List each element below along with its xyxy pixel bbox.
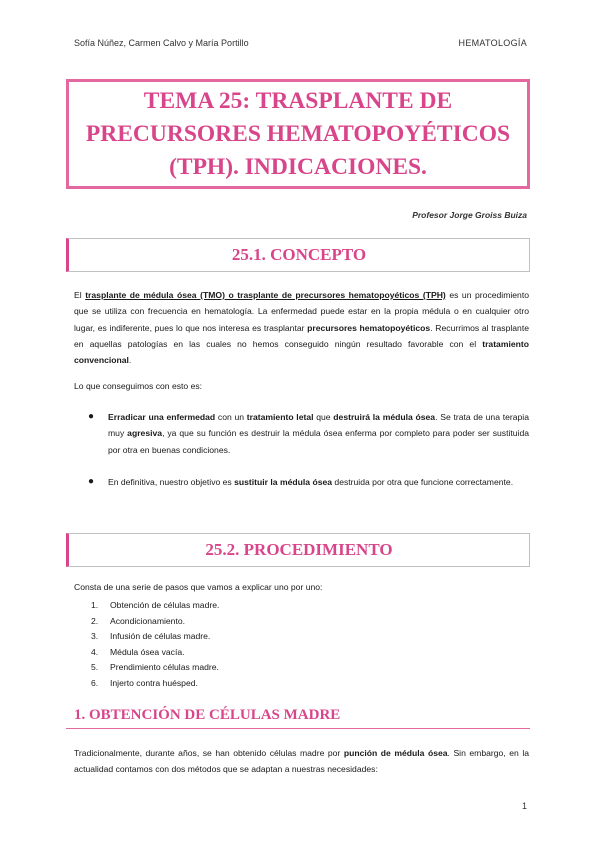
bullet-item-1 (88, 409, 529, 459)
subsection-heading-obtencion: 1. OBTENCIÓN DE CÉLULAS MADRE (74, 707, 341, 723)
page-number: 1 (521, 801, 527, 811)
bold-term-precursores: precursores hematopoyéticos (307, 322, 431, 333)
step-label: Obtención de células madre. (110, 600, 220, 610)
text-run: Tradicionalmente, durante años, se han obtenido células madre por (74, 748, 344, 758)
title-line-3: (TPH). INDICACIONES. (169, 153, 427, 180)
header-authors: Sofía Núñez, Carmen Calvo y María Portillo (74, 38, 249, 48)
step-label: Médula ósea vacía. (110, 646, 185, 657)
text-run: El (74, 290, 86, 300)
text-run: , ya que su función es destruir la médula ósea enferma por completo para poder ser sustituida por otra en buenas condiciones. (108, 428, 529, 455)
text-run: . Se trata de una terapia muy (108, 412, 529, 439)
bold-term: destruirá la médula ósea (333, 412, 436, 422)
section-heading-box-procedimiento (66, 533, 530, 567)
bold-term: sustituir la médula ósea (234, 477, 333, 487)
list-item (74, 614, 219, 630)
text-run: . Recurrimos al trasplante en aquellas patologías en las cuales no hemos conseguido ningún resultado favorable con el (74, 322, 529, 349)
bullet-text-1 (108, 409, 529, 458)
text-run: es un procedimiento que se utiliza con frecuencia en hematología. La enfermedad puede estar en la propia médula o en cualquier otro lugar, es indiferente, pues lo que nos interesa es trasplantar (74, 290, 530, 333)
list-item (74, 645, 219, 661)
step-label: Acondicionamiento. (110, 615, 186, 626)
text-run: destruida por otra que funcione correctamente. (332, 477, 514, 487)
text-run: . (128, 355, 132, 366)
step-number: 4. (91, 646, 99, 657)
text-run: . Sin embargo, en la actualidad contamos con dos métodos que se adaptan a nuestras necesidades: (74, 748, 530, 775)
steps-list (74, 598, 219, 691)
bold-term-tratamiento: tratamiento convencional (74, 338, 529, 366)
bold-term-puncion: punción de médula ósea (343, 748, 448, 758)
bullet-icon: ● (88, 476, 95, 487)
section-heading-box-concepto (66, 238, 530, 272)
text-run: que (313, 412, 334, 422)
title-line-1: TEMA 25: TRASPLANTE DE (143, 87, 453, 114)
step-number: 1. (91, 600, 99, 610)
step-number: 3. (91, 631, 99, 641)
intro-list-paragraph: Lo que conseguimos con esto es: (74, 381, 203, 391)
step-number: 6. (91, 677, 99, 688)
header-subject: HEMATOLOGÍA (458, 38, 527, 48)
professor-name: Profesor Jorge Groiss Buiza (412, 210, 527, 220)
procedimiento-intro: Consta de una serie de pasos que vamos a explicar uno por uno: (74, 582, 323, 592)
concepto-paragraph (74, 287, 529, 368)
text-run: En definitiva, nuestro objetivo es (108, 477, 235, 487)
bold-term: Erradicar una enfermedad (108, 412, 216, 422)
step-label: Prendimiento células madre. (110, 662, 219, 672)
bullet-icon: ● (88, 411, 95, 422)
list-item (74, 676, 219, 692)
list-item (74, 598, 219, 614)
step-number: 5. (91, 662, 99, 672)
bold-term-tmo-tph: trasplante de médula ósea (TMO) o trasplante de precursores hematopoyéticos (TPH) (85, 290, 446, 300)
title-line-2: PRECURSORES HEMATOPOYÉTICOS (85, 120, 511, 147)
obtencion-paragraph (74, 745, 529, 778)
step-label: Infusión de células madre. (110, 631, 211, 641)
step-number: 2. (91, 615, 99, 626)
list-item (74, 660, 219, 676)
subsection-underline (66, 728, 530, 729)
text-run: con un (215, 412, 247, 422)
bullet-item-2 (88, 474, 529, 508)
list-item (74, 629, 219, 645)
document-title-box (66, 79, 530, 189)
bullet-text-2 (108, 474, 529, 490)
step-label: Injerto contra huésped. (110, 677, 198, 688)
section-heading-procedimiento: 25.2. PROCEDIMIENTO (205, 540, 393, 559)
bold-term: tratamiento letal (246, 412, 314, 422)
section-heading-concepto: 25.1. CONCEPTO (231, 245, 367, 264)
bold-term: agresiva (127, 428, 163, 439)
